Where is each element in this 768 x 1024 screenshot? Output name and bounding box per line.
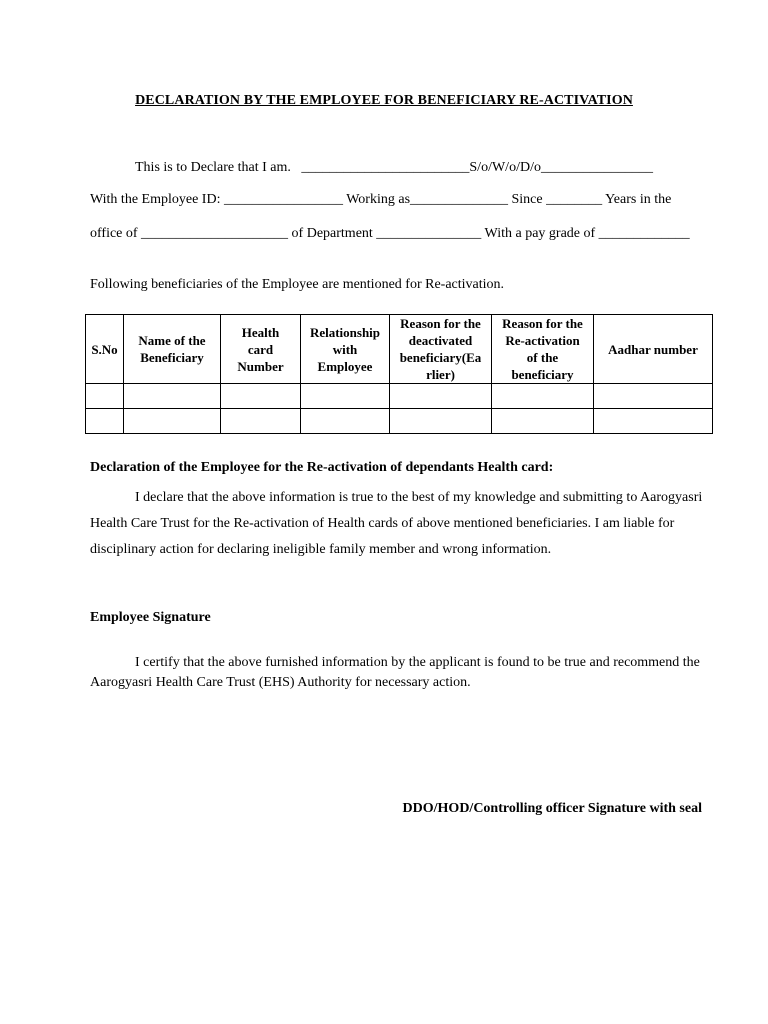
table-header-text: Number: [237, 358, 284, 374]
table-header-text: card: [247, 341, 274, 357]
table-cell[interactable]: [301, 384, 390, 409]
table-header-text: Re-activation: [505, 333, 580, 348]
table-cell[interactable]: [390, 409, 492, 434]
document-title-text: DECLARATION BY THE EMPLOYEE FOR BENEFICIARY RE-ACTIVATION: [135, 93, 633, 108]
table-cell[interactable]: [124, 384, 221, 409]
table-body: [86, 384, 713, 434]
table-header-text: Reason for the: [400, 316, 481, 331]
table-cell[interactable]: [301, 409, 390, 434]
table-header-row: [86, 315, 713, 384]
certify-text: [90, 653, 710, 693]
beneficiary-table: [85, 314, 713, 434]
declaration-text: [90, 485, 710, 563]
table-cell[interactable]: [86, 384, 124, 409]
table-header-text: deactivated: [408, 333, 473, 348]
table-cell[interactable]: [492, 384, 594, 409]
certify-text-body: I certify that the above furnished information by the applicant is found to be true and recommend the Aarogyasri Health Care Trust (EHS) Authority for necessary action.: [90, 655, 700, 690]
officer-signature-label: DDO/HOD/Controlling officer Signature with seal: [402, 801, 702, 816]
table-cell[interactable]: [390, 384, 492, 409]
table-header-cell: [390, 315, 492, 384]
table-header-text: rlier): [426, 367, 455, 382]
table-cell[interactable]: [221, 384, 301, 409]
table-cell[interactable]: [492, 409, 594, 434]
table-cell[interactable]: [86, 409, 124, 434]
table-header-text: Health: [241, 324, 280, 340]
beneficiaries-intro: Following beneficiaries of the Employee are mentioned for Re-activation.: [90, 277, 505, 292]
table-header-cell: [301, 315, 390, 384]
table-header-cell: [221, 315, 301, 384]
table-row: [86, 384, 713, 409]
document-title: [0, 93, 768, 109]
table-cell[interactable]: [594, 409, 713, 434]
table-cell[interactable]: [221, 409, 301, 434]
declaration-heading: Declaration of the Employee for the Re-activation of dependants Health card:: [90, 460, 554, 475]
table-header-text: beneficiary: [511, 367, 574, 382]
table-header-text: Name of the: [138, 333, 206, 348]
table-cell[interactable]: [124, 409, 221, 434]
table-header-text: Relationship: [309, 324, 381, 340]
table-header-cell: [492, 315, 594, 384]
declare-line: This is to Declare that I am. ________________________S/o/W/o/D/o________________: [135, 160, 653, 175]
table-header-text: with: [332, 341, 358, 357]
table-header-text: S.No: [91, 341, 118, 357]
declaration-text-body: I declare that the above information is true to the best of my knowledge and submitting to Aarogyasri Health Care Trust for the Re-activation of Health cards of above mentioned beneficiaries. I am liable for disciplinary action for declaring ineligible family member and wrong information.: [90, 490, 703, 557]
table-header-cell: [124, 315, 221, 384]
table-header-cell: [594, 315, 713, 384]
employee-id-line: With the Employee ID: _________________ Working as______________ Since ________ Years in the: [90, 192, 672, 207]
table-header-text: Reason for the: [502, 316, 583, 331]
table-header-text: Aadhar number: [608, 341, 698, 357]
table-header-text: of the: [526, 350, 559, 365]
office-line: office of _____________________ of Department _______________ With a pay grade of _____________: [90, 226, 690, 241]
table-header-text: beneficiary(Ea: [399, 350, 482, 365]
table-cell[interactable]: [594, 384, 713, 409]
table-header-cell: [86, 315, 124, 384]
employee-signature-label: Employee Signature: [90, 610, 211, 625]
table-row: [86, 409, 713, 434]
table-header-text: Beneficiary: [140, 350, 204, 365]
table-header-text: Employee: [317, 358, 373, 374]
